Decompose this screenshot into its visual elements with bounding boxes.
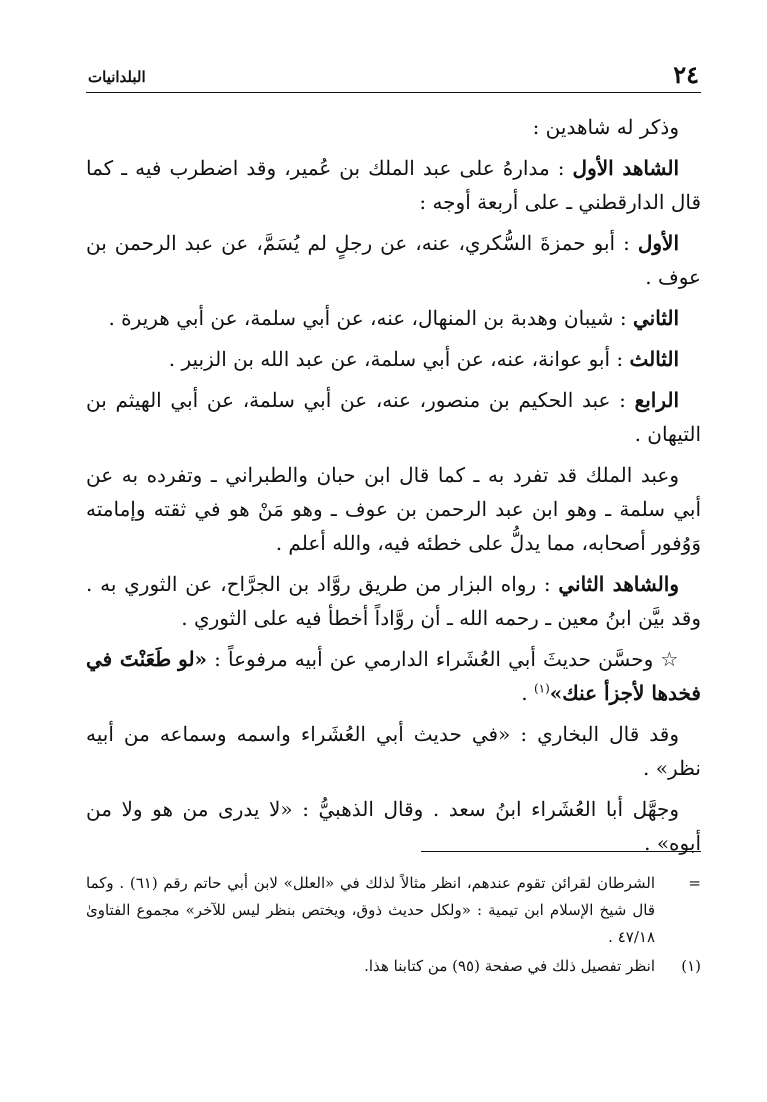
- fourth-way-label: الرابع: [634, 388, 680, 412]
- fourth-way-text: : عبد الحكيم بن منصور، عنه، عن أبي سلمة، عن أبي الهيثم بن التيهان .: [86, 388, 701, 446]
- footnote-continued: [86, 870, 701, 951]
- main-text: [86, 110, 701, 867]
- paragraph-intro: وذكر له شاهدين :: [532, 115, 679, 139]
- hadith-quote: «لو طَعَنْتَ في فخدها لأجزأ عنك»: [86, 647, 701, 705]
- footnotes: [86, 870, 701, 982]
- footnote-separator: [421, 851, 701, 852]
- paragraph-ibn-saad: وجهَّل أبا العُشَراء ابنُ سعد . وقال الذهبيُّ : «لا يدرى من هو ولا من أبوه» .: [86, 797, 701, 855]
- footnote-ref-1[interactable]: (١): [533, 681, 550, 696]
- running-title: البلدانيات: [88, 68, 146, 86]
- first-way-label: الأول: [637, 231, 680, 255]
- second-way-text: : شيبان وهدبة بن المنهال، عنه، عن أبي سلمة، عن أبي هريرة .: [108, 306, 627, 330]
- paragraph-second-way: [86, 301, 701, 335]
- second-way-label: الثاني: [632, 306, 679, 330]
- abu-alushara-end: .: [521, 681, 528, 705]
- paragraph-abdulmalik: وعبد الملك قد تفرد به ـ كما قال ابن حبان والطبراني ـ وتفرده به عن أبي سلمة ـ وهو ابن عبد الرحمن بن عوف ـ وهو مَنْ هو في ثقته وإمامته وَوُفور أصحابه، مما يدلُّ على خطئه فيه، والله أعلم .: [86, 463, 701, 555]
- footnote-1: [86, 953, 701, 980]
- second-witness-label: والشاهد الثاني: [558, 572, 679, 596]
- first-witness-text: : مدارهُ على عبد الملك بن عُمير، وقد اضطرب فيه ـ كما قال الدارقطني ـ على أربعة أوجه :: [86, 156, 701, 214]
- footnote-1-marker: (١): [681, 957, 701, 975]
- paragraph-bukhari: وقد قال البخاري : «في حديث أبي العُشَراء واسمه وسماعه من أبيه نظر» .: [86, 722, 701, 780]
- page-header: [86, 58, 701, 93]
- footnote-continued-text: الشرطان لقرائن تقوم عندهم، انظر مثالاً لذلك في «العلل» لابن أبي حاتم رقم (٦١) . وكما قال شيخ الإسلام ابن تيمية : «ولكل حديث ذوق، ويختص بنظر ليس للآخر» مجموع الفتاوىٰ ٤٧/١٨ .: [86, 874, 655, 946]
- first-witness-label: الشاهد الأول: [572, 156, 680, 180]
- paragraph-second-witness: [86, 567, 701, 635]
- third-way-text: : أبو عوانة، عنه، عن أبي سلمة، عن عبد الله بن الزبير .: [168, 347, 624, 371]
- book-page: [86, 0, 701, 1102]
- page-number: ٢٤: [673, 60, 699, 89]
- star-icon: ☆: [660, 647, 680, 671]
- paragraph-fourth-way: [86, 383, 701, 451]
- paragraph-third-way: [86, 342, 701, 376]
- abu-alushara-intro: وحسَّن حديثَ أبي العُشَراء الدارمي عن أبيه مرفوعاً :: [214, 647, 654, 671]
- paragraph-abu-alushara: [86, 642, 701, 710]
- third-way-label: الثالث: [629, 347, 679, 371]
- footnote-1-text: انظر تفصيل ذلك في صفحة (٩٥) من كتابنا هذا.: [364, 957, 655, 975]
- second-witness-text: : رواه البزار من طريق روَّاد بن الجرَّاح، عن الثوري به . وقد بيَّن ابنُ معين ـ رحمه الله ـ أن روَّاداً أخطأ فيه على الثوري .: [86, 572, 701, 630]
- first-way-text: : أبو حمزةَ السُّكري، عنه، عن رجلٍ لم يُسَمَّ، عن عبد الرحمن بن عوف .: [86, 231, 701, 289]
- footnote-continued-marker: =: [688, 874, 701, 892]
- paragraph-first-witness: [86, 151, 701, 219]
- paragraph-first-way: [86, 226, 701, 294]
